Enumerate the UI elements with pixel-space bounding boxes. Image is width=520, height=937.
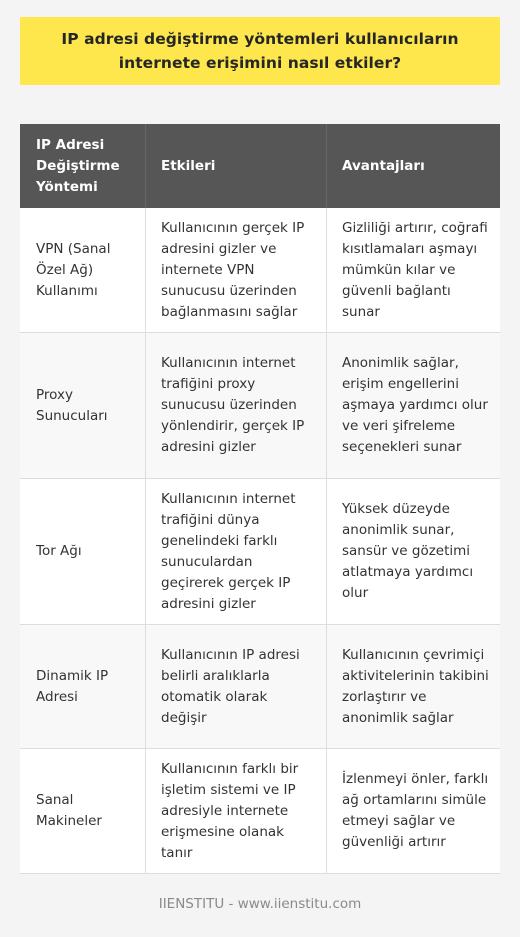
row-advantages: Yüksek düzeyde anonimlik sunar, sansür ve gözetimi atlatmaya yardımcı olur <box>342 501 474 601</box>
table-row <box>20 479 500 625</box>
row-effects: Kullanıcının internet trafiğini dünya genelindeki farklı sunuculardan geçirerek gerçek IP adresini gizler <box>146 479 327 624</box>
row-effects: Kullanıcının internet trafiğini proxy sunucusu üzerinden yönlendirir, gerçek IP adresini gizler <box>146 333 327 478</box>
row-advantages: Gizliliği artırır, coğrafi kısıtlamaları aşmayı mümkün kılar ve güvenli bağlantı sunar <box>342 219 488 320</box>
row-method: Dinamik IP Adresi <box>20 625 146 748</box>
row-effects: Kullanıcının IP adresi belirli aralıklarla otomatik olarak değişir <box>146 625 327 748</box>
row-method: Proxy Sunucuları <box>20 333 146 478</box>
row-advantages: Kullanıcının çevrimiçi aktivitelerinin takibini zorlaştırır ve anonimlik sağlar <box>342 646 489 726</box>
row-advantages: Anonimlik sağlar, erişim engellerini aşmaya yardımcı olur ve veri şifreleme seçenekleri sunar <box>342 355 488 455</box>
row-effects: Kullanıcının farklı bir işletim sistemi ve IP adresiyle internete erişmesine olanak tanır <box>146 749 327 873</box>
footer-credit: IIENSTITU - www.iienstitu.com <box>158 896 362 912</box>
header-advantages: Avantajları <box>342 157 425 174</box>
table-row <box>20 749 500 874</box>
row-method: VPN (Sanal Özel Ağ) Kullanımı <box>20 208 146 332</box>
table-row <box>20 208 500 333</box>
table-row <box>20 333 500 479</box>
header-method: IP Adresi Değiştirme Yöntemi <box>20 124 146 208</box>
header-effects: Etkileri <box>146 124 327 208</box>
row-advantages: İzlenmeyi önler, farklı ağ ortamlarını simüle etmeyi sağlar ve güvenliği artırır <box>342 771 489 850</box>
row-method: Sanal Makineler <box>20 749 146 873</box>
table-row <box>20 625 500 749</box>
page-title: IP adresi değiştirme yöntemleri kullanıcıların internete erişimini nasıl etkiler? <box>20 17 500 85</box>
row-effects: Kullanıcının gerçek IP adresini gizler ve internete VPN sunucusu üzerinden bağlanmasını sağlar <box>146 208 327 332</box>
table-header-row <box>20 124 500 208</box>
row-method: Tor Ağı <box>20 479 146 624</box>
comparison-table <box>20 124 500 874</box>
